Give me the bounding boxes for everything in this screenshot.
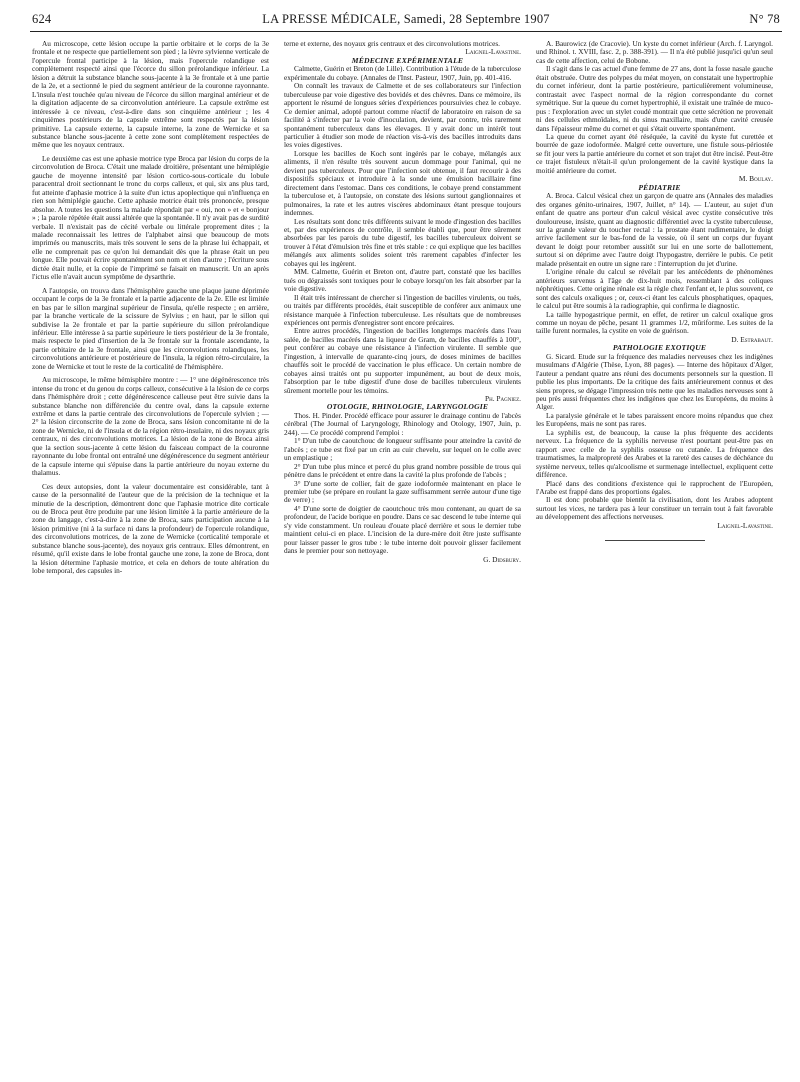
paragraph: A l'autopsie, on trouva dans l'hémisphère gauche une plaque jaune déprimée occupant le corps de la 3e frontale et la partie adjacente de la 2e. Elle est limitée en bas par le sillon marginal supérieur de l'insula, qu'elle respecte ; en arrière, par la branche verticale de la scissure de Sylvius ; en haut, par le sillon qui subdivise la 2e frontale et par la partie supérieure du sillon prérolandique inférieur. Elle intéresse à sa partie supérieure le tiers postérieur de la 3e frontale, mais respecte le pied d'insertion de la 3e frontale sur la frontale ascendante, la partie orbitaire de la 3e frontale, ainsi que les circonvolutions rolandiques, les circonvolutions antérieure et postérieure de l'insula, la région rétro-circulaire, la zone de Wernicke et tout le reste de la corticalité de l'hémisphère. bbox=[32, 285, 269, 371]
page-number: 624 bbox=[32, 12, 52, 26]
paragraph: Il est donc probable que bientôt la civilisation, dont les Arabes adoptent surtout les vices, ne tardera pas à leur constituer un terrain tout à fait favorable au développement des affections nerveuses. bbox=[536, 495, 773, 522]
author-signature: Ph. Pagniez. bbox=[485, 394, 521, 404]
list-item: 1° D'un tube de caoutchouc de longueur suffisante pour atteindre la cavité de l'abcès ; ce tube est fixé par un crin au cuir chevelu, sur lequel on le colle avec un emplastique ; bbox=[284, 436, 521, 463]
list-item: 2° D'un tube plus mince et percé du plus grand nombre possible de trous qui pénètre dans le précédent et entre dans la cavité la plus profonde de l'abcès ; bbox=[284, 461, 521, 480]
end-rule bbox=[605, 540, 705, 541]
header-rule bbox=[30, 31, 782, 32]
review-reference: A. Broca. Calcul vésical chez un garçon de quatre ans (Annales des maladies des organes génito-urinaires, 1907, Juillet, n° 14). — L'auteur, au sujet d'un enfant de quatre ans porteur d'un calcul vésical avec cystite consécutive très douloureuse, insiste, quant au diagnostic différentiel avec la cystite tuberculeuse, sur la grande valeur du toucher rectal : la prostate étant rudimentaire, le doigt arrive facilement sur le bas-fond de la vessie, où il sent un corps dur fuyant devant le doigt pour retomber aussitôt sur lui en une sorte de ballottement, surtout si on déprime avec l'autre doigt l'hypogastre, derrière le pubis. Ce petit malade présentait en outre un signe rare : l'interruption du jet d'urine. bbox=[536, 191, 773, 268]
section-heading: MÉDECINE EXPÉRIMENTALE bbox=[351, 55, 464, 65]
review-reference: Calmette, Guérin et Breton (de Lille). Contribution à l'étude de la tuberculose expérimentale du cobaye. (Annales de l'Inst. Pasteur, 1907, Juin, pp. 401-416. bbox=[284, 64, 521, 82]
paragraph: Le deuxième cas est une aphasie motrice type Broca par lésion du corps de la circonvolution de Broca. C'était une malade droitière, présentant une hémiplégie gauche de moyenne intensité par lésion cortico-sous-corticale du lobule paracentral droit sectionnant le tronc du corps calleux, et qui, six ans plus tard, fut atteinte d'aphasie motrice à la suite d'un ictus apoplectique qui n'influença en rien son hémiplégie gauche. Cette aphasie motrice était très prononcée, presque absolue. A toutes les questions la malade répondait par « oui, non » et « bonjour » ; la parole répétée était aussi altérée que la spontanée. Il n'y avait pas de surdité verbale. Il n'existait pas de cécité verbale ou littérale proprement dites ; la malade reconnaissait les lettres de l'alphabet ainsi que beaucoup de mots imprimés ou manuscrits, mais très souvent le sens de la phrase lui échappait, et elle ne comprenait pas ce qu'on lui demandait dès que la phrase était un peu longue. Elle pouvait écrire spontanément son nom et rien d'autre ; l'écriture sous dictée était nulle, et la copie de l'imprimé se faisait en manuscrit. Un an après l'ictus elle n'avait aucun symptôme de dysarthrie. bbox=[32, 153, 269, 282]
paragraph: L'origine rénale du calcul se révélait par les antécédents de phénomènes antérieurs survenus à l'âge de dix-huit mois, ressemblant à des coliques néphrétiques. Cette origine rénale est la règle chez l'enfant et, le plus souvent, ce sont des calculs oxaliques ; or, ceux-ci étant les calculs phosphatiques, opaques, le calcul put être soumis à la radiographie, qui confirma le diagnostic. bbox=[536, 267, 773, 311]
review-reference: A. Baurowicz (de Cracovie). Un kyste du cornet inférieur (Arch. f. Laryngol. und Rhinol. t. XVIII, fasc. 2, p. 388-391). — Il n'a été publié jusqu'ici qu'un seul cas de cette affection, celui de Bobone. bbox=[536, 40, 773, 65]
review-reference: G. Sicard. Etude sur la fréquence des maladies nerveuses chez les indigènes musulmans d'Algérie (Thèse, Lyon, 88 pages). — Interne des hôpitaux d'Alger, l'auteur a pendant quatre ans réuni des documents personnels sur la question. Il publie les plus importants. De la critique des faits antérieurement connus et des siens propres, se dégage l'impression très nette que les maladies nerveuses sont à peu près aussi fréquentes chez les indigènes que chez les Européens, du moins à Alger. bbox=[536, 351, 773, 412]
journal-title: LA PRESSE MÉDICALE, Samedi, 28 Septembre 1907 bbox=[262, 12, 550, 26]
paragraph: Placé dans des conditions d'existence qui le rapprochent de l'Européen, l'Arabe est frappé dans des proportions égales. bbox=[536, 478, 773, 497]
paragraph: La queue du cornet ayant été réséquée, la cavité du kyste fut curettée et bourrée de gaze iodoformée. Malgré cette ouverture, une fistule sous-périostée se fit jour vers la partie antérieure du cornet et son trajet dut être incisé. Peut-être ce trajet fistuleux n'était-il qu'un prolongement de la cavité kystique dans la moitié antérieure du cornet. bbox=[536, 131, 773, 175]
section-heading: PATHOLOGIE EXOTIQUE bbox=[612, 343, 707, 353]
paragraph: La paralysie générale et le tabes paraissent encore moins répandus que chez les Européens, mais ne sont pas rares. bbox=[536, 410, 773, 429]
paragraph: Il était très intéressant de chercher si l'ingestion de bacilles virulents, ou tués, ou traités par différents procédés, était susceptible de conférer aux animaux une résistance marquée à l'infection tuberculeuse. Les résultats que de nombreuses expériences ont permis d'enregistrer sont encore précaires. bbox=[284, 292, 521, 327]
author-signature: Laignel-Lavastine. bbox=[717, 520, 773, 530]
paragraph: terne et externe, des noyaux gris centraux et des circonvolutions motrices. bbox=[284, 40, 500, 48]
author-signature: G. Didsbury. bbox=[483, 554, 521, 564]
page-header bbox=[30, 8, 782, 30]
paragraph: On connaît les travaux de Calmette et de ses collaborateurs sur l'infection tuberculeuse par voie digestive des bovidés et des chèvres. Dans ce mémoire, ils apportent le résumé de longues séries d'expériences poursuivies chez le cobaye. Ce dernier animal, adopté partout comme réactif de laboratoire en raison de sa facilité à s'infecter par la voie d'inoculation, devient, par contre, très rarement spontanément tuberculeux dans les élevages. Il y avait donc un intérêt tout particulier à étudier son mode de réaction vis-à-vis des bacilles introduits dans les voies digestives. bbox=[284, 81, 521, 150]
paragraph: Au microscope, le même hémisphère montre : — 1° une dégénérescence très intense du tronc et du genou du corps calleux, consécutive à la lésion de ce corps dans l'hémisphère droit ; cette dégénérescence calleuse peut être suivie dans la substance blanche non différenciée du centre oval, dans la capsule externe extrême et dans la partie centrale des circonvolutions de l'opercule sylvien ; — 2° la lésion circonscrite de la zone de Broca, sans lésion concomitante ni de la zone de Wernicke, ni de l'insula et de la région rétro-insulaire, ni des noyaux gris centraux, ni des circonvolutions motrices. La lésion de la zone de Broca ainsi que la section sous-jacente à cette lésion du faisceau compact de la couronne rayonnante du lobe frontal ont entraîné une dégénérescence du segment antérieur de la capsule interne qui s'épuise dans la partie antérieure du noyau externe du thalamus. bbox=[32, 375, 269, 478]
paragraph: La syphilis est, de beaucoup, la cause la plus fréquente des accidents nerveux. La fréquence de la syphilis nerveuse n'est pourtant peut-être pas en rapport avec celle de la syphilis osseuse ou cutanée. La fréquence des traumatismes, la malpropreté des Arabes et la rareté des causes de déchéance du système nerveux, telles qu'alcoolisme et surmenage intellectuel, expliquent cette différence. bbox=[536, 427, 773, 480]
section-heading: OTOLOGIE, RHINOLOGIE, LARYNGOLOGIE bbox=[326, 402, 489, 412]
paragraph: La taille hypogastrique permit, en effet, de retirer un calcul oxalique gros comme un noyau de pêche, pesant 11 grammes 1/2, mûriforme. Les suites de la taille furent normales, la cystite en voie de guérison. bbox=[536, 309, 773, 336]
author-signature: M. Boulay. bbox=[738, 174, 773, 184]
issue-number: N° 78 bbox=[749, 12, 780, 26]
review-reference: Thos. H. Pinder. Procédé efficace pour assurer le drainage continu de l'abcès cérébral (The Journal of Laryngology, Rhinology and Otology, 1907, Juin, p. 244). — Ce procédé comprend l'emploi : bbox=[284, 410, 521, 437]
paragraph: Au microscope, cette lésion occupe la partie orbitaire et le corps de la 3e frontale et ne respecte que partiellement son pied ; la lèvre sylvienne verticale de l'opercule frontal participe à la lésion, mais l'opercule rolandique est complètement respecté ainsi que l'écorce du sillon prérolandique inférieur. La lésion a détruit la substance blanche sous-jacente à la 3e frontale et à une partie de la 2e, et a sectionné le pied du segment antérieur de la couronne rayonnante. L'insula n'est touchée qu'au niveau de l'écorce du sillon marginal antérieur et de la digitation adjacente de sa circonvolution antérieure. La capsule extrême est intéressée à ce niveau, c'est-à-dire dans son cinquième antérieur ; les 4 cinquièmes postérieurs de la capsule extrême sont respectés par la lésion primitive. La capsule externe, la capsule interne, la zone de Wernicke et sa substance blanche sous-jacente à cette zone sont complètement respectées de même que les noyaux centraux. bbox=[32, 40, 269, 150]
paragraph: Les résultats sont donc très différents suivant le mode d'ingestion des bacilles et, par des expériences de contrôle, il semble établi que, pour être sûrement absorbées par les parois du tube digestif, les bacilles tuberculeux doivent se trouver à l'état d'émulsion très fine et très stable : ce qui explique que les bacilles mélangés aux aliments solides soient très rarement capables d'infecter les cobayes qui les ingèrent. bbox=[284, 216, 521, 268]
paragraph: Entre autres procédés, l'ingestion de bacilles longtemps macérés dans l'eau salée, de bacilles macérés dans la liqueur de Gram, de bacilles chauffés à 100°, peut conférer au cobaye une résistance à l'infection virulente. Il semble que l'ingestion, à intervalle de quarante-cinq jours, de doses minimes de bacilles chauffés soit le procédé de vaccination le plus efficace. Un certain nombre de cobayes ainsi traités ont pu supporter impunément, au bout de deux mois, l'absorption par le tube digestif d'une dose de bacilles tuberculeux virulents sûrement mortelle pour les témoins. bbox=[284, 326, 521, 395]
column-2 bbox=[284, 40, 521, 1075]
list-item: 3° D'une sorte de collier, fait de gaze iodoformée maintenant en place le premier tube (se prépare en roulant la gaze suffisamment serrée autour d'une tige de verre) ; bbox=[284, 478, 521, 505]
column-1 bbox=[32, 40, 269, 1075]
paragraph: Il s'agit dans le cas actuel d'une femme de 27 ans, dont la fosse nasale gauche était obstruée. Outre des polypes du méat moyen, on constatait une hypertrophie du cornet inférieur, dont la partie postérieure, particulièrement volumineuse, contrastait avec l'aspect normal de la région correspondante du cornet symétrique. Sur la queue du cornet hypertrophié, il existait une traînée de muco-pus : l'exploration avec un stylet coudé montrait que cette sécrétion ne provenait ni des cellules ethmoïdales, ni du sinus maxillaire, mais d'une cavité creusée dans l'épaisseur même du cornet et qui s'était ouverte spontanément. bbox=[536, 64, 773, 133]
section-heading: PÉDIATRIE bbox=[638, 182, 681, 192]
author-signature: Laignel-Lavastine. bbox=[465, 47, 521, 57]
paragraph: Lorsque les bacilles de Koch sont ingérés par le cobaye, mélangés aux aliments, il n'en résulte très souvent aucun dommage pour l'animal, qui ne devient pas tuberculeux. Pour que l'infection soit obtenue, il faut recourir à des dispositifs spéciaux et introduire à la sonde une émulsion bacillaire fine directement dans l'estomac. Dans ces conditions, le cobaye prend constamment la tuberculose et, à l'autopsie, on constate des lésions surtout ganglionnaires et pulmonaires, la rate et les autres viscères abdominaux étant presque toujours indemnes. bbox=[284, 148, 521, 218]
paragraph: MM. Calmette, Guérin et Breton ont, d'autre part, constaté que les bacilles tués ou dégraissés sont toxiques pour le cobaye lorsqu'on les fait absorber par la voie digestive. bbox=[284, 267, 521, 294]
author-signature: D. Estrabaut. bbox=[731, 334, 773, 344]
column-3 bbox=[536, 40, 773, 1075]
list-item: 4° D'une sorte de doigtier de caoutchouc très mou contenant, au quart de sa profondeur, de l'acide borique en poudre. Dans ce sac descend le tube interne qui s'y vide constamment. Un rouleau d'ouate placé derrière et sous le dernier tube maintient celui-ci en place. L'incision de la dure-mère doit être juste suffisante pour laisser passer le gros tube : le tube interne doit pouvoir glisser facilement dans le premier pour son nettoyage. bbox=[284, 503, 521, 556]
paragraph: Ces deux autopsies, dont la valeur documentaire est considérable, tant à cause de la personnalité de l'auteur que de la précision de la technique et la minutie de la description, démontrent donc que l'aphasie motrice dite corticale ou de Broca peut être produite par une lésion limitée à la partie antérieure de la zone du langage, c'est-à-dire à la zone de Broca, sans participation aucune à la lésion primitive (ni à la surface ni dans la profondeur) de l'opercule rolandique, des circonvolutions motrices, de la zone de Wernicke (corticalité temporale et substance blanche sous-jacente), des noyaux gris centraux. Elles démontrent, en résumé, qu'il existe dans le lobe frontal gauche une zone, la zone de Broca, dont la lésion détermine l'aphasie motrice, et cela en dehors de toute altération du lobe temporal, des capsules in- bbox=[32, 481, 269, 576]
